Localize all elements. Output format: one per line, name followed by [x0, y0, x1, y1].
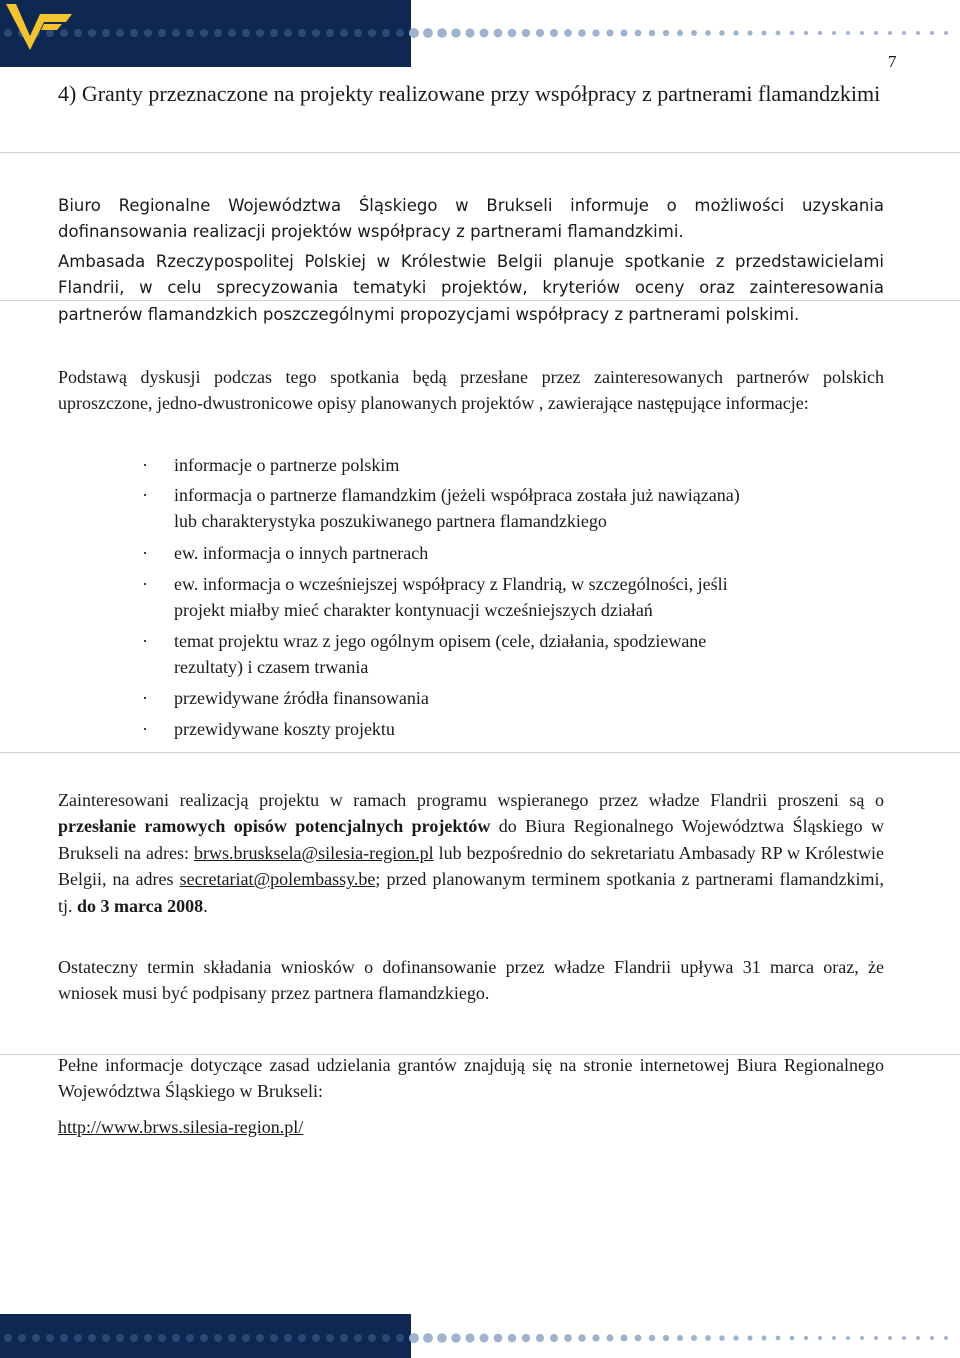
- decorative-dot: [423, 28, 433, 38]
- decorative-dot: [158, 1334, 166, 1342]
- decorative-dot: [312, 29, 320, 37]
- decorative-dot: [465, 1333, 474, 1342]
- decorative-dot: [256, 1334, 264, 1342]
- decorative-dot: [144, 29, 152, 37]
- decorative-dot: [494, 29, 503, 38]
- decorative-dot: [902, 31, 906, 35]
- decorative-dot: [621, 30, 628, 37]
- decorative-dot: [691, 30, 697, 36]
- list-item: [142, 540, 884, 566]
- decorative-dot: [522, 29, 530, 37]
- decorative-dot: [762, 1336, 767, 1341]
- decorative-dot: [860, 31, 864, 35]
- decorative-dot: [284, 29, 292, 37]
- decorative-dot: [270, 1334, 278, 1342]
- decorative-dot: [522, 1334, 530, 1342]
- decorative-dot: [818, 1336, 822, 1340]
- region-logo-icon: [0, 0, 90, 67]
- divider: [0, 152, 960, 153]
- decorative-dot: [270, 29, 278, 37]
- invitation-text: .: [203, 895, 208, 916]
- decorative-dot: [480, 1334, 489, 1343]
- list-item: [142, 716, 884, 742]
- decorative-dot: [451, 1333, 460, 1342]
- decorative-dot: [256, 29, 264, 37]
- list-item: [142, 452, 884, 478]
- decorative-dot: [396, 29, 404, 37]
- decorative-dot: [102, 29, 110, 37]
- decorative-dot: [606, 1334, 613, 1341]
- bullet-marker: ·: [142, 688, 148, 708]
- decorative-dot: [578, 29, 586, 37]
- decorative-dot: [200, 1334, 208, 1342]
- decorative-dot: [733, 30, 738, 35]
- decorative-dot: [228, 29, 236, 37]
- intro-paragraph-2: Ambasada Rzeczypospolitej Polskiej w Królestwie Belgii planuje spotkanie z przedstawicielami Flandrii, w celu sprecyzowania tematyki projektów, kryteriów oceny oraz zainteresowania partnerów flamandzkich poszczególnymi propozycjami współpracy z partnerami polskimi.: [58, 252, 884, 324]
- bullet-marker: ·: [142, 543, 148, 563]
- decorative-dot: [284, 1334, 292, 1342]
- decorative-dot: [340, 29, 348, 37]
- decorative-dot: [60, 1334, 68, 1342]
- list-item-continuation: lub charakterystyka poszukiwanego partnera flamandzkiego: [174, 511, 607, 531]
- bullet-marker: ·: [142, 574, 148, 594]
- decorative-dot: [677, 1335, 683, 1341]
- decorative-dot: [46, 1334, 54, 1342]
- more-info-paragraph: Pełne informacje dotyczące zasad udzielania grantów znajdują się na stronie internetowej Biura Regionalnego Województwa Śląskiego w Brukseli:: [58, 1055, 884, 1102]
- decorative-dot: [494, 1334, 503, 1343]
- list-item-text: przewidywane koszty projektu: [174, 719, 395, 739]
- decorative-dot: [888, 31, 892, 35]
- decorative-dot: [409, 28, 419, 38]
- decorative-dot: [916, 1336, 920, 1340]
- decorative-dot: [536, 29, 544, 37]
- decorative-dot: [102, 1334, 110, 1342]
- decorative-dot: [508, 1334, 517, 1343]
- decorative-dot: [326, 1334, 334, 1342]
- decorative-dot: [606, 29, 613, 36]
- decorative-dot: [74, 1334, 82, 1342]
- decorative-dot: [635, 1335, 642, 1342]
- decorative-dot: [451, 28, 460, 37]
- invitation-text: do Biura Regionalnego Województwa Śląskiego w Brukseli na adres:: [58, 816, 884, 863]
- deadline-date: do 3 marca 2008: [77, 895, 204, 916]
- decorative-dot: [846, 31, 850, 35]
- invitation-emphasis: przesłanie ramowych opisów potencjalnych projektów: [58, 816, 491, 837]
- list-item-text: informacje o partnerze polskim: [174, 455, 400, 475]
- list-item-text: temat projektu wraz z jego ogólnym opisem (cele, działania, spodziewane: [174, 631, 707, 651]
- decorative-dot: [747, 1335, 752, 1340]
- list-item: [142, 571, 884, 623]
- decorative-dot: [719, 30, 725, 36]
- decorative-dot: [621, 1335, 628, 1342]
- decorative-dot: [186, 29, 194, 37]
- decorative-dot: [382, 29, 390, 37]
- decorative-dot: [368, 29, 376, 37]
- decorative-dot: [508, 29, 517, 38]
- decorative-dot: [214, 1334, 222, 1342]
- decorative-dot: [846, 1336, 850, 1340]
- website-link[interactable]: http://www.brws.silesia-region.pl/: [58, 1117, 304, 1137]
- decorative-dot: [382, 1334, 390, 1342]
- decorative-dot: [550, 1334, 558, 1342]
- list-item-text: przewidywane źródła finansowania: [174, 688, 429, 708]
- decorative-dot: [130, 29, 138, 37]
- decorative-dot: [4, 1334, 12, 1342]
- decorative-dot: [776, 31, 781, 36]
- decorative-dot: [298, 1334, 306, 1342]
- bullet-marker: ·: [142, 631, 148, 651]
- decorative-dot: [214, 29, 222, 37]
- decorative-dot: [874, 1336, 878, 1340]
- decorative-dot: [705, 1335, 711, 1341]
- decorative-dot: [354, 29, 362, 37]
- list-item: [142, 628, 884, 680]
- footer-dot-pattern: [0, 1330, 960, 1346]
- decorative-dot: [832, 31, 836, 35]
- decorative-dot: [762, 31, 767, 36]
- decorative-dot: [649, 1335, 656, 1342]
- decorative-dot: [874, 31, 878, 35]
- decorative-dot: [88, 1334, 96, 1342]
- invitation-text: ; przed planowanym terminem spotkania z partnerami flamandzkimi, tj.: [58, 869, 884, 916]
- bullet-marker: ·: [142, 485, 148, 505]
- decorative-dot: [144, 1334, 152, 1342]
- decorative-dot: [860, 1336, 864, 1340]
- decorative-dot: [298, 29, 306, 37]
- decorative-dot: [635, 30, 642, 37]
- embassy-email-link[interactable]: secretariat@polembassy.be: [179, 869, 376, 890]
- decorative-dot: [832, 1336, 836, 1340]
- decorative-dot: [550, 29, 558, 37]
- list-item: [142, 482, 884, 534]
- decorative-dot: [663, 1335, 669, 1341]
- office-email-link[interactable]: brws.brusksela@silesia-region.pl: [194, 842, 434, 863]
- basis-paragraph: Podstawą dyskusji podczas tego spotkania będą przesłane przez zainteresowanych partnerów polskich uproszczone, jedno-dwustronicowe opisy planowanych projektów , zawierające następujące informacje:: [58, 367, 884, 414]
- decorative-dot: [592, 1334, 599, 1341]
- decorative-dot: [32, 1334, 40, 1342]
- decorative-dot: [818, 31, 822, 35]
- decorative-dot: [930, 1336, 934, 1340]
- list-item: [142, 685, 884, 711]
- decorative-dot: [747, 30, 752, 35]
- decorative-dot: [677, 30, 683, 36]
- decorative-dot: [465, 28, 474, 37]
- decorative-dot: [649, 30, 656, 37]
- header-band: [0, 0, 960, 67]
- list-item-continuation: projekt miałby mieć charakter kontynuacji wcześniejszych działań: [174, 600, 653, 620]
- decorative-dot: [916, 31, 920, 35]
- decorative-dot: [354, 1334, 362, 1342]
- decorative-dot: [944, 1336, 948, 1340]
- decorative-dot: [18, 1334, 26, 1342]
- invitation-text: Zainteresowani realizacją projektu w ramach programu wspieranego przez władze Flandrii proszeni są o: [58, 790, 884, 810]
- decorative-dot: [790, 1336, 795, 1341]
- decorative-dot: [340, 1334, 348, 1342]
- decorative-dot: [804, 31, 808, 35]
- decorative-dot: [790, 31, 795, 36]
- decorative-dot: [944, 31, 948, 35]
- decorative-dot: [368, 1334, 376, 1342]
- bullet-marker: ·: [142, 719, 148, 739]
- decorative-dot: [776, 1336, 781, 1341]
- decorative-dot: [719, 1335, 725, 1341]
- intro-paragraph-1: Biuro Regionalne Województwa Śląskiego w Brukseli informuje o możliwości uzyskania dofinansowania realizacji projektów współpracy z partnerami flamandzkimi.: [58, 196, 884, 242]
- decorative-dot: [804, 1336, 808, 1340]
- page-number: 7: [888, 52, 897, 71]
- decorative-dot: [158, 29, 166, 37]
- deadline-paragraph: Ostateczny termin składania wniosków o dofinansowanie przez władze Flandrii upływa 31 marca oraz, że wniosek musi być podpisany przez partnera flamandzkiego.: [58, 957, 884, 1004]
- decorative-dot: [705, 30, 711, 36]
- decorative-dot: [116, 1334, 124, 1342]
- decorative-dot: [396, 1334, 404, 1342]
- decorative-dot: [312, 1334, 320, 1342]
- decorative-dot: [242, 1334, 250, 1342]
- decorative-dot: [480, 29, 489, 38]
- decorative-dot: [228, 1334, 236, 1342]
- decorative-dot: [242, 29, 250, 37]
- decorative-dot: [536, 1334, 544, 1342]
- list-item-text: informacja o partnerze flamandzkim (jeżeli współpraca została już nawiązana): [174, 485, 740, 505]
- decorative-dot: [691, 1335, 697, 1341]
- decorative-dot: [172, 29, 180, 37]
- invitation-paragraph: [58, 787, 884, 919]
- section-heading: 4) Granty przeznaczone na projekty realizowane przy współpracy z partnerami flamandzkimi: [58, 81, 881, 106]
- decorative-dot: [172, 1334, 180, 1342]
- decorative-dot: [409, 1333, 419, 1343]
- decorative-dot: [186, 1334, 194, 1342]
- decorative-dot: [733, 1335, 738, 1340]
- decorative-dot: [326, 29, 334, 37]
- header-dot-pattern: [0, 25, 960, 41]
- decorative-dot: [116, 29, 124, 37]
- bullet-marker: ·: [142, 455, 148, 475]
- invitation-text: lub bezpośrednio do sekretariatu Ambasady RP w Królestwie Belgii, na adres: [58, 842, 884, 890]
- decorative-dot: [888, 1336, 892, 1340]
- decorative-dot: [564, 1334, 572, 1342]
- list-item-text: ew. informacja o wcześniejszej współpracy z Flandrią, w szczególności, jeśli: [174, 574, 728, 594]
- decorative-dot: [930, 31, 934, 35]
- list-item-text: ew. informacja o innych partnerach: [174, 543, 429, 563]
- divider: [0, 752, 960, 753]
- decorative-dot: [902, 1336, 906, 1340]
- decorative-dot: [578, 1334, 586, 1342]
- decorative-dot: [200, 29, 208, 37]
- decorative-dot: [423, 1333, 433, 1343]
- decorative-dot: [130, 1334, 138, 1342]
- decorative-dot: [663, 30, 669, 36]
- decorative-dot: [592, 29, 599, 36]
- decorative-dot: [437, 28, 447, 38]
- list-item-continuation: rezultaty) i czasem trwania: [174, 657, 369, 677]
- decorative-dot: [564, 29, 572, 37]
- decorative-dot: [437, 1333, 447, 1343]
